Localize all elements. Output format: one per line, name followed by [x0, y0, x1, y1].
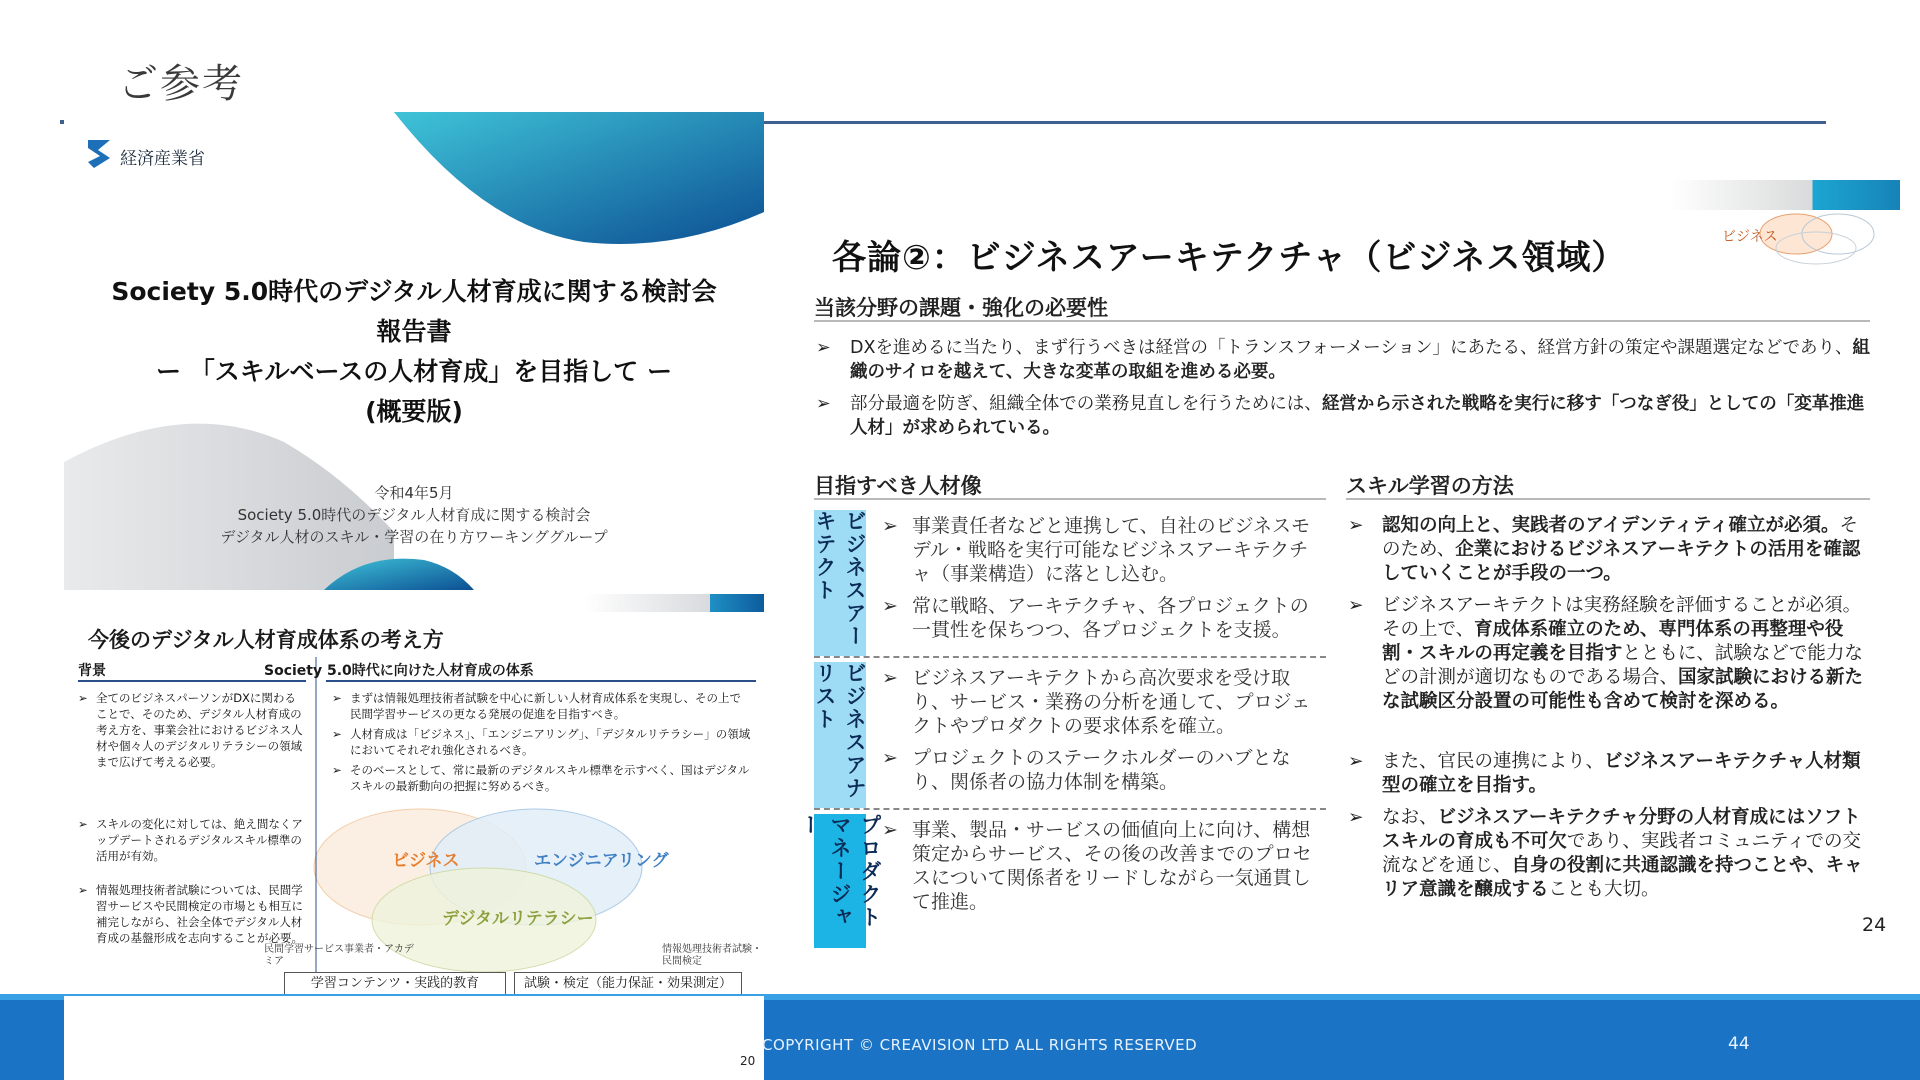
overview-heading: 今後のデジタル人材育成体系の考え方 [88, 628, 444, 652]
provider-left-label: 民間学習サービス事業者・アカデミア [264, 944, 414, 967]
system-bullet-1: ➢ まずは情報処理技術者試験を中心に新しい人材育成体系を実現し、その上で民間学習サービスの更なる発展の促進を目指すべき。 [332, 691, 741, 721]
business-badge: ビジネス [1722, 229, 1778, 245]
background-rule [78, 680, 306, 682]
method-bullet-2: ➢ ビジネスアーキテクトは実務経験を評価することが必須。その上で、育成体系確立のため、専門体系の再整理や役割・スキルの再定義を目指すとともに、試験などで能力などの計測が適切なものである場合、国家試験における新たな試験区分設置の可能性も含めて検討を深める。 [1348, 595, 1864, 712]
issues-rule [814, 320, 1870, 322]
role-point-1-1: ➢ 事業責任者などと連携して、自社のビジネスモデル・戦略を実行可能なビジネスアーキテクチャ（事業構造）に落とし込む。 [882, 515, 1311, 585]
venn-business: ビジネス [392, 851, 460, 871]
cover-date: 令和4年5月 [374, 484, 454, 502]
cover-title-line-4: (概要版) [365, 397, 463, 426]
footer-page-number: 44 [1728, 1034, 1750, 1054]
system-bullet-3: ➢ そのベースとして、常に最新のデジタルスキル標準を示すべく、国はデジタルスキルの最新動向の把握に努めるべき。 [332, 763, 750, 793]
system-bullet-2: ➢ 人材育成は「ビジネス」、「エンジニアリング」、「デジタルリテラシー」の領域においてそれぞれ強化されるべき。 [332, 727, 751, 757]
learning-content-box: 学習コンテンツ・実践的教育 [284, 972, 506, 996]
cover-title-line-2: 報告書 [376, 317, 452, 346]
role-point-3-1: ➢ 事業、製品・サービスの価値向上に向け、構想策定からサービス、その後の改善までのプロセスについて関係者をリードしながら一気通貫して推進。 [882, 819, 1312, 913]
header-decoration [1670, 178, 1900, 268]
method-bullet-3: ➢ また、官民の連携により、ビジネスアーキテクチャ人材類型の確立を目指す。 [1348, 751, 1861, 796]
role-point-2-2: ➢ プロジェクトのステークホルダーのハブとなり、関係者の協力体制を構築。 [882, 747, 1291, 793]
background-bullet-2: ➢ スキルの変化に対しては、絶え間なくアップデートされるデジタルスキル標準の活用が有効。 [78, 817, 303, 863]
logo-text: 経済産業省 [120, 149, 205, 169]
role-tab-business-architect: ビジネスアーキテクト [814, 510, 866, 656]
cover-working-group: デジタル人材のスキル・学習の在り方ワーキンググループ [220, 528, 608, 546]
footer-copyright: COPYRIGHT © CREAVISION LTD ALL RIGHTS RESERVED [762, 1036, 1198, 1054]
background-bullet-1: ➢ 全てのビジネスパーソンがDXに関わることで、そのため、デジタル人材育成の考え方を、事業会社におけるビジネス人材や個々人のデジタルリテラシーの領域まで広げて考える必要。 [78, 691, 303, 769]
cover-title-line-1: Society 5.0時代のデジタル人材育成に関する検討会 [111, 277, 717, 306]
issue-bullet-1: ➢ DXを進めるに当たり、まず行うべきは経営の「トランスフォーメーション」にあたる、経営方針の策定や課題選定などであり、組織のサイロを越えて、大きな変革の取組を進める必要。 [816, 338, 1870, 382]
method-heading: スキル学習の方法 [1346, 474, 1514, 498]
system-label: Society 5.0時代に向けた人材育成の体系 [264, 663, 534, 679]
cover-committee: Society 5.0時代のデジタル人材育成に関する検討会 [237, 506, 591, 524]
exam-box: 試験・検定（能力保証・効果測定） [514, 972, 742, 996]
role-tab-business-analyst: ビジネスアナリスト [814, 662, 866, 808]
target-heading: 目指すべき人材像 [814, 474, 982, 498]
venn-digital-literacy: デジタルリテラシー [442, 909, 594, 929]
role-point-1-2: ➢ 常に戦略、アーキテクチャ、各プロジェクトの一貫性を保ちつつ、各プロジェクトを支援。 [882, 595, 1309, 641]
background-bullet-3: ➢ 情報処理技術者試験については、民間学習サービスや民間検定の市場とも相互に補完しながら、社会全体でデジタル人材育成の基盤形成を志向することが必要。 [78, 883, 303, 945]
target-rule [814, 498, 1326, 500]
background-label: 背景 [78, 663, 106, 679]
detail-title: 各論②：ビジネスアーキテクチャ（ビジネス領域） [832, 238, 1627, 278]
provider-right-label: 情報処理技術者試験・民間検定 [662, 944, 762, 967]
method-rule [1346, 498, 1870, 500]
slide-title: ご参考 [118, 61, 244, 107]
issues-heading: 当該分野の課題・強化の必要性 [814, 296, 1108, 320]
issue-bullet-2: ➢ 部分最適を防ぎ、組織全体での業務見直しを行うためには、経営から示された戦略を実行に移す「つなぎ役」としての「変革推進人材」が求められている。 [816, 394, 1865, 438]
role-tab-product-manager: プロダクトマネージャー [814, 814, 866, 948]
meti-logo-icon [84, 136, 114, 170]
role-point-2-1: ➢ ビジネスアーキテクトから高次要求を受け取り、サービス・業務の分析を通して、プロジェクトやプロダクトの要求体系を確立。 [882, 667, 1311, 737]
system-rule [326, 680, 756, 682]
venn-engineering: エンジニアリング [534, 851, 669, 871]
method-bullet-1: ➢ 認知の向上と、実践者のアイデンティティ確立が必須。そのため、企業におけるビジネスアーキテクトの活用を確認していくことが手段の一つ。 [1348, 515, 1861, 584]
cover-title-line-3: ー 「スキルベースの人材育成」を目指して ー [156, 357, 672, 386]
method-bullet-4: ➢ なお、ビジネスアーキテクチャ分野の人材育成にはソフトスキルの育成も不可欠であり、実践者コミュニティでの交流などを通じ、自身の役割に共通認識を持つことや、キャリア意識を醸成することも大切。 [1348, 807, 1863, 900]
detail-page-number: 24 [1862, 914, 1887, 936]
left-panel-bottom [64, 996, 764, 1080]
overview-page-number: 20 [740, 1054, 756, 1068]
report-cover-panel [64, 112, 764, 1070]
